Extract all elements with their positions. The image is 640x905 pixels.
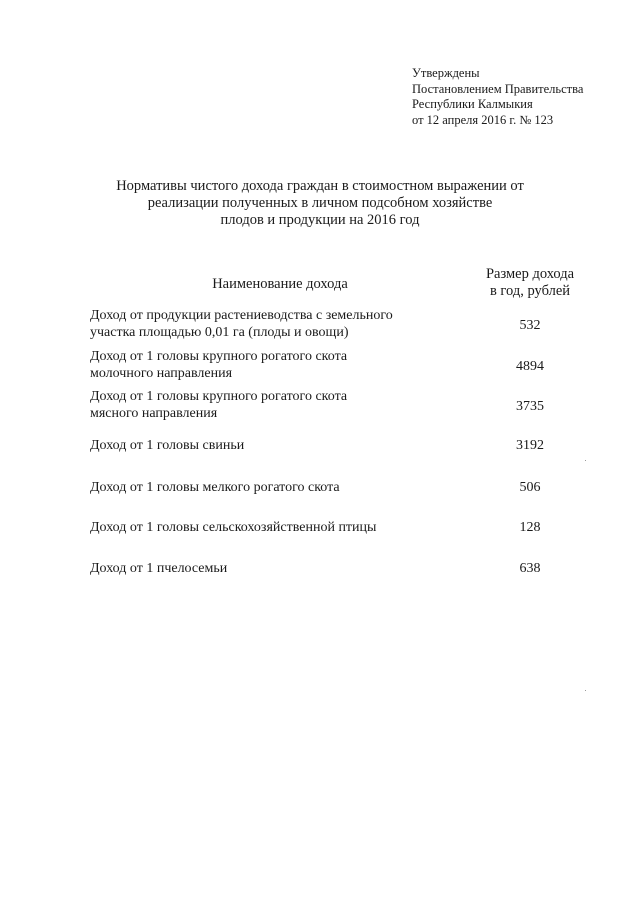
income-name xyxy=(90,437,450,454)
income-name xyxy=(90,519,450,536)
column-header-name: Наименование дохода xyxy=(212,276,348,292)
income-name-line: Доход от 1 головы мелкого рогатого скота xyxy=(90,480,340,495)
approval-line: Республики Калмыкия xyxy=(412,97,533,111)
approval-line: от 12 апреля 2016 г. № 123 xyxy=(412,112,554,127)
column-header-value-line: в год, рублей xyxy=(489,283,571,299)
income-name-line: мясного направления xyxy=(90,406,218,421)
approval-block xyxy=(412,66,583,128)
income-name-line: Доход от 1 пчелосемьи xyxy=(90,561,228,576)
income-name-line: Доход от 1 головы свиньи xyxy=(90,438,245,453)
income-name xyxy=(90,307,450,341)
approval-line: Постановлением Правительства xyxy=(412,81,584,96)
income-name-line: Доход от 1 головы сельскохозяйственной птицы xyxy=(90,520,377,535)
income-value: 3735 xyxy=(516,399,544,414)
income-value: 128 xyxy=(519,520,541,535)
title-line: реализации полученных в личном подсобном хозяйстве xyxy=(147,195,493,211)
income-name xyxy=(90,479,450,496)
income-value: 506 xyxy=(519,480,541,495)
title-line: Нормативы чистого дохода граждан в стоимостном выражении от xyxy=(116,178,524,194)
title-line: плодов и продукции на 2016 год xyxy=(220,212,420,228)
income-name xyxy=(90,388,450,422)
income-name-line: молочного направления xyxy=(90,366,233,381)
income-value: 3192 xyxy=(516,438,544,453)
column-header-value xyxy=(464,266,596,300)
scan-speck xyxy=(585,690,586,691)
income-name-line: участка площадью 0,01 га (плоды и овощи) xyxy=(90,325,349,340)
income-value: 532 xyxy=(519,318,541,333)
approval-line: Утверждены xyxy=(412,66,480,80)
income-name-line: Доход от 1 головы крупного рогатого скота xyxy=(90,349,348,364)
document-title xyxy=(100,178,540,229)
income-value: 4894 xyxy=(516,359,544,374)
income-name-line: Доход от продукции растениеводства с земельного xyxy=(90,308,393,323)
scan-speck xyxy=(585,460,586,461)
income-name xyxy=(90,560,450,577)
column-header-value-line: Размер дохода xyxy=(485,266,575,282)
income-name-line: Доход от 1 головы крупного рогатого скота xyxy=(90,389,348,404)
income-value: 638 xyxy=(519,561,541,576)
income-name xyxy=(90,348,450,382)
